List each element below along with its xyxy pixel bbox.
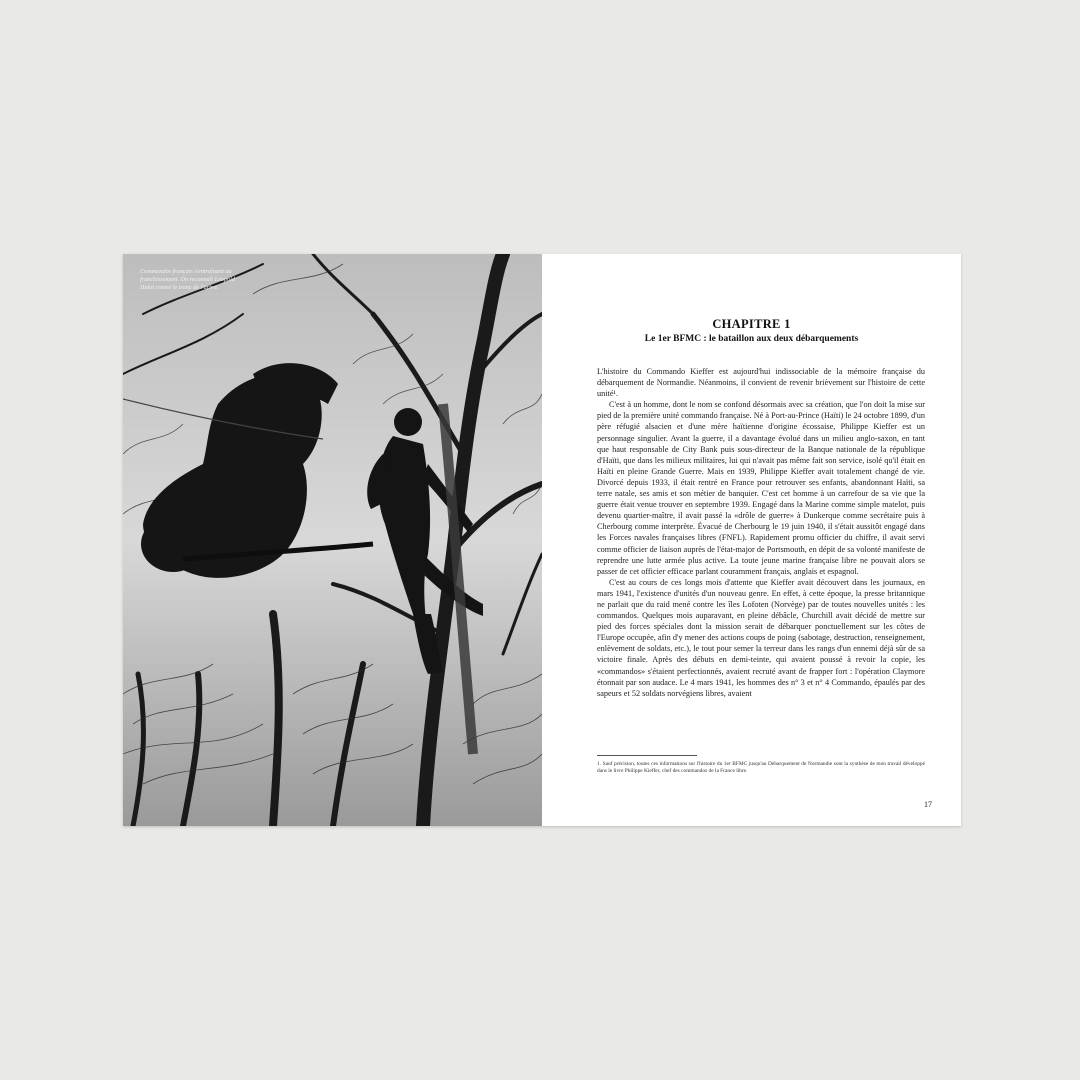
footnote: 1. Sauf précision, toutes ces informations sur l'histoire du 1er BFMC jusqu'au Débarquement de Normandie sont la synthèse de mon travail développé dans le livre Philippe Kieffer, chef des commandos de la France libre. (597, 761, 925, 774)
chapter-title: CHAPITRE 1 (712, 317, 791, 331)
paragraph-kieffer: C'est à un homme, dont le nom se confond désormais avec sa création, que l'on doit la mise sur pied de la première unité commando française. Né à Port-au-Prince (Haïti) le 24 octobre 1899, d'un père réfugié alsacien et d'une mère haïtienne d'origine écossaise, Philippe Kieffer est un personnage singulier. Avant la guerre, il a davantage évolué dans un milieu anglo-saxon, en tant que haut responsable de City Bank puis sous-directeur de la Banque nationale de la république d'Haïti, que dans les milieux militaires, lui qui n'avait pas même fait son service, isolé qu'il était en Haïti en pleine Grande Guerre. Mais en 1939, Philippe Kieffer avait totalement changé de vie. Divorcé depuis 1933, il était rentré en France pour retrouver ses enfants, abandonnant Haïti, sa terre natale, ses amis et son métier de banquier. C'est cet homme à un carrefour de sa vie que la guerre était venue trouver en septembre 1939. Engagé dans la Marine comme simple matelot, puis devenu quartier-maître, il avait passé la «drôle de guerre» à Dunkerque comme secrétaire puis à Cherbourg comme interprète. Évacué de Cherbourg le 19 juin 1940, il s'était aussitôt engagé dans les Forces navales françaises libres (FNFL). Rapidement promu officier du chiffre, il avait servi comme officier de liaison auprès de l'état-major de Portsmouth, en dépit de sa volonté manifeste de reprendre une lutte armée plus active. La toute jeune marine française libre ne pouvait alors se passer de cet officier efficace parlant couramment français, anglais et espagnol. (597, 400, 925, 576)
photo-page (123, 254, 542, 826)
photo-caption: Commandos français s'entraînant au franchissement. On reconnaît Léopold Hulot contre le tronc de l'arbre. (140, 268, 235, 291)
text-page (542, 254, 961, 826)
footnote-rule (597, 755, 697, 756)
paragraph-intro: L'histoire du Commando Kieffer est aujourd'hui indissociable de la mémoire française du débarquement de Normandie. Néanmoins, il convient de revenir brièvement sur l'histoire de cette unité¹. (597, 367, 925, 399)
page-number: 17 (924, 800, 932, 809)
commando-training-photo (123, 254, 542, 826)
chapter-subtitle: Le 1er BFMC : le bataillon aux deux débarquements (644, 334, 859, 344)
paragraph-commandos: C'est au cours de ces longs mois d'attente que Kieffer avait découvert dans les journaux, en mars 1941, l'existence d'unités d'un nouveau genre. En effet, à cette époque, la presse britannique ne parlait que du raid mené contre les îles Lofoten (Norvège) par de toutes nouvelles unités : les commandos. Quelques mois auparavant, en pleine débâcle, Churchill avait décidé de mettre sur pied des forces spéciales dont la mission serait de débarquer ponctuellement sur les côtes de l'Europe occupée, afin d'y mener des actions coups de poing (sabotage, destruction, renseignement, enlèvement de soldats, etc.), le tout pour semer la terreur dans les rangs d'un ennemi déjà sûr de sa victoire finale. Après des débuts en demi-teinte, qui avaient poussé à revoir la copie, les «commandos» s'étaient perfectionnés, avaient recruté avant de frapper fort : l'opération Claymore étonnait par son audace. Le 4 mars 1941, les hommes des n° 3 et n° 4 Commando, épaulés par des sapeurs et 52 soldats norvégiens libres, avaient (597, 577, 925, 698)
book-spread (123, 254, 961, 826)
body-text (597, 366, 925, 699)
